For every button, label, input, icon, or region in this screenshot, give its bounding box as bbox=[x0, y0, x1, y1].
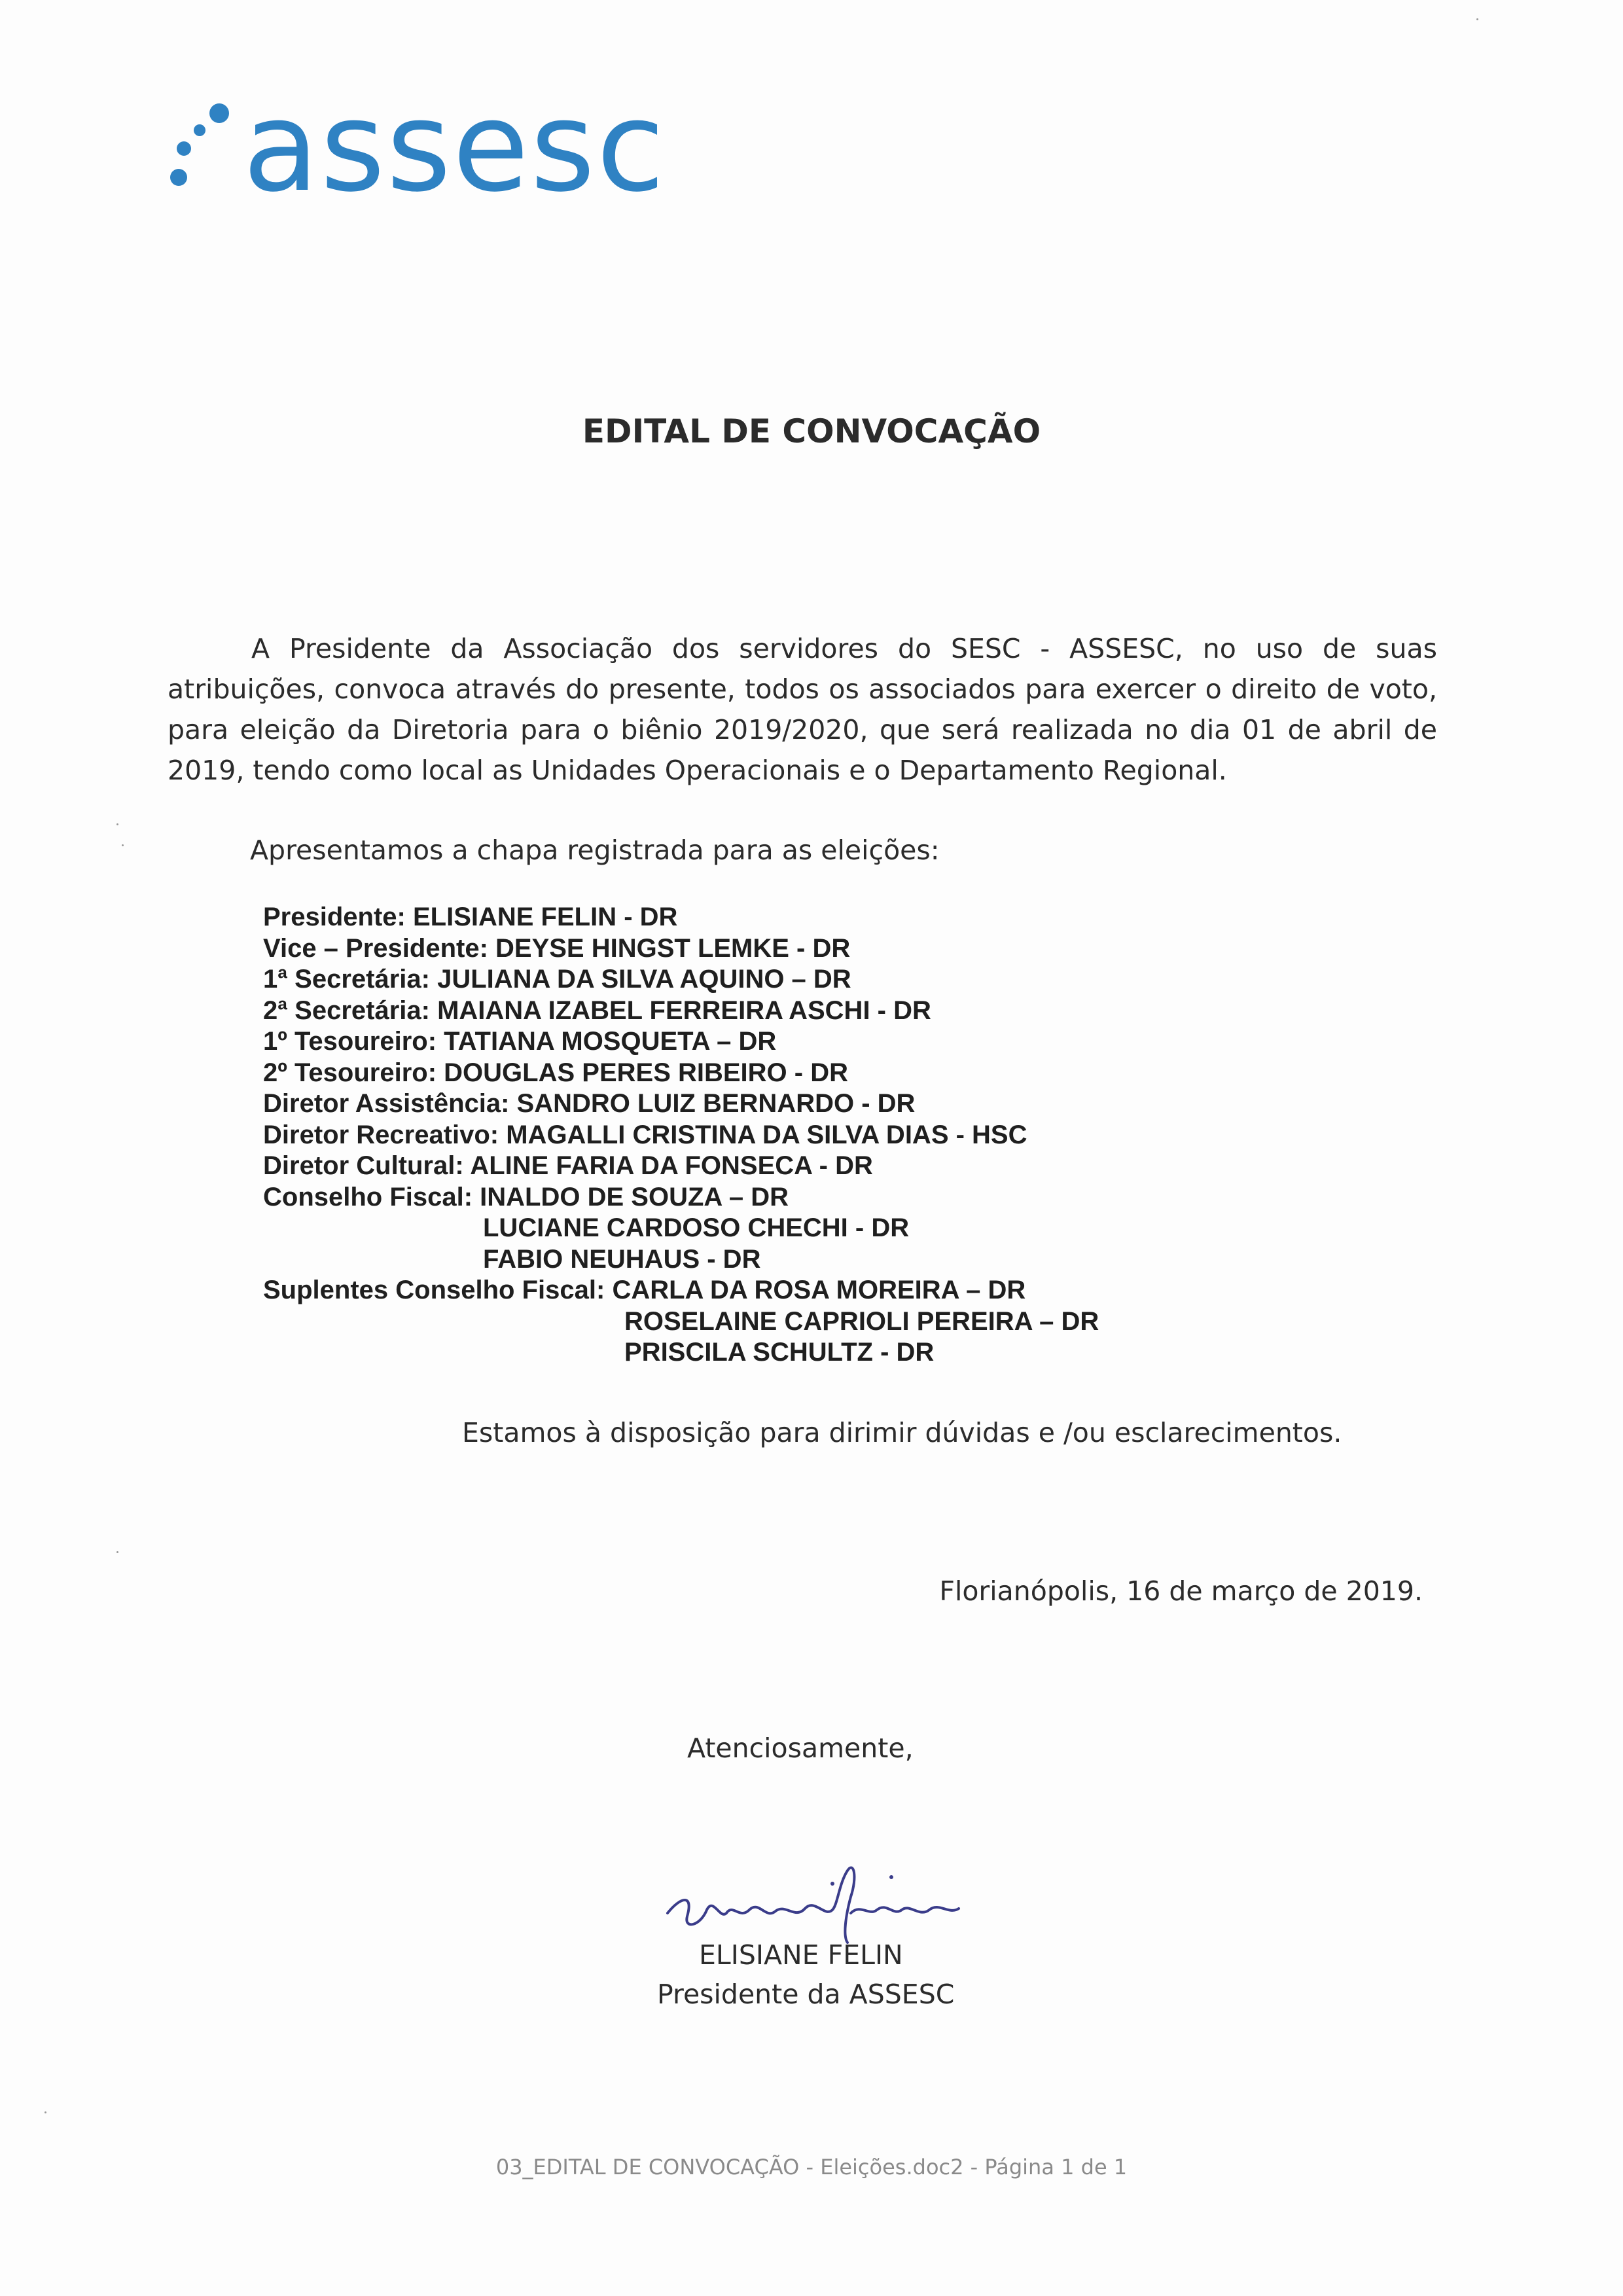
slate-item: 1ª Secretária: JULIANA DA SILVA AQUINO – DR bbox=[263, 965, 851, 994]
slate-item: 2º Tesoureiro: DOUGLAS PERES RIBEIRO - DR bbox=[263, 1058, 848, 1087]
signer-name: ELISIANE FELIN bbox=[699, 1939, 903, 1971]
slate-item: ROSELAINE CAPRIOLI PEREIRA – DR bbox=[624, 1306, 1099, 1336]
date-line: Florianópolis, 16 de março de 2019. bbox=[939, 1575, 1423, 1607]
slate-item: 2ª Secretária: MAIANA IZABEL FERREIRA ASCHI - DR bbox=[263, 996, 931, 1025]
slate-item: PRISCILA SCHULTZ - DR bbox=[624, 1338, 935, 1367]
slate-item: FABIO NEUHAUS - DR bbox=[483, 1244, 761, 1274]
scan-speck bbox=[116, 823, 118, 825]
slate-item: Vice – Presidente: DEYSE HINGST LEMKE - DR bbox=[263, 933, 851, 963]
slate-item: LUCIANE CARDOSO CHECHI - DR bbox=[483, 1213, 910, 1242]
scan-speck bbox=[116, 1551, 118, 1553]
scan-speck bbox=[122, 844, 124, 846]
document-title: EDITAL DE CONVOCAÇÃO bbox=[582, 412, 1041, 450]
page-footer: 03_EDITAL DE CONVOCAÇÃO - Eleições.doc2 - Página 1 de 1 bbox=[495, 2155, 1128, 2179]
intro-paragraph: A Presidente da Associação dos servidores do SESC - ASSESC, no uso de suas atribuições, convoca através do presente, todos os associados para exercer o direito de voto, para eleição da Diretoria para o biênio 2019/2020, que será realizada no dia 01 de abril de 2019, tendo como local as Unidades Operacionais e o Departamento Regional. bbox=[168, 633, 1437, 786]
signer-role: Presidente da ASSESC bbox=[657, 1979, 955, 2010]
closing-line: Estamos à disposição para dirimir dúvidas e /ou esclarecimentos. bbox=[462, 1417, 1342, 1448]
slate-lead: Apresentamos a chapa registrada para as eleições: bbox=[250, 834, 940, 866]
slate-item: Presidente: ELISIANE FELIN - DR bbox=[263, 903, 678, 931]
assesc-logo bbox=[168, 75, 666, 236]
candidate-slate bbox=[263, 902, 1099, 1369]
slate-item: Diretor Cultural: ALINE FARIA DA FONSECA - DR bbox=[263, 1151, 873, 1180]
slate-item: Diretor Assistência: SANDRO LUIZ BERNARDO - DR bbox=[263, 1089, 916, 1118]
logo-wordmark: assesc bbox=[243, 75, 666, 219]
slate-item: Conselho Fiscal: INALDO DE SOUZA – DR bbox=[263, 1182, 789, 1211]
slate-item: 1º Tesoureiro: TATIANA MOSQUETA – DR bbox=[263, 1027, 777, 1056]
slate-item: Diretor Recreativo: MAGALLI CRISTINA DA SILVA DIAS - HSC bbox=[263, 1120, 1027, 1149]
scan-speck bbox=[45, 2111, 46, 2113]
regards-line: Atenciosamente, bbox=[687, 1732, 914, 1764]
scan-speck bbox=[1476, 18, 1478, 20]
slate-item: Suplentes Conselho Fiscal: CARLA DA ROSA MOREIRA – DR bbox=[263, 1276, 1026, 1304]
